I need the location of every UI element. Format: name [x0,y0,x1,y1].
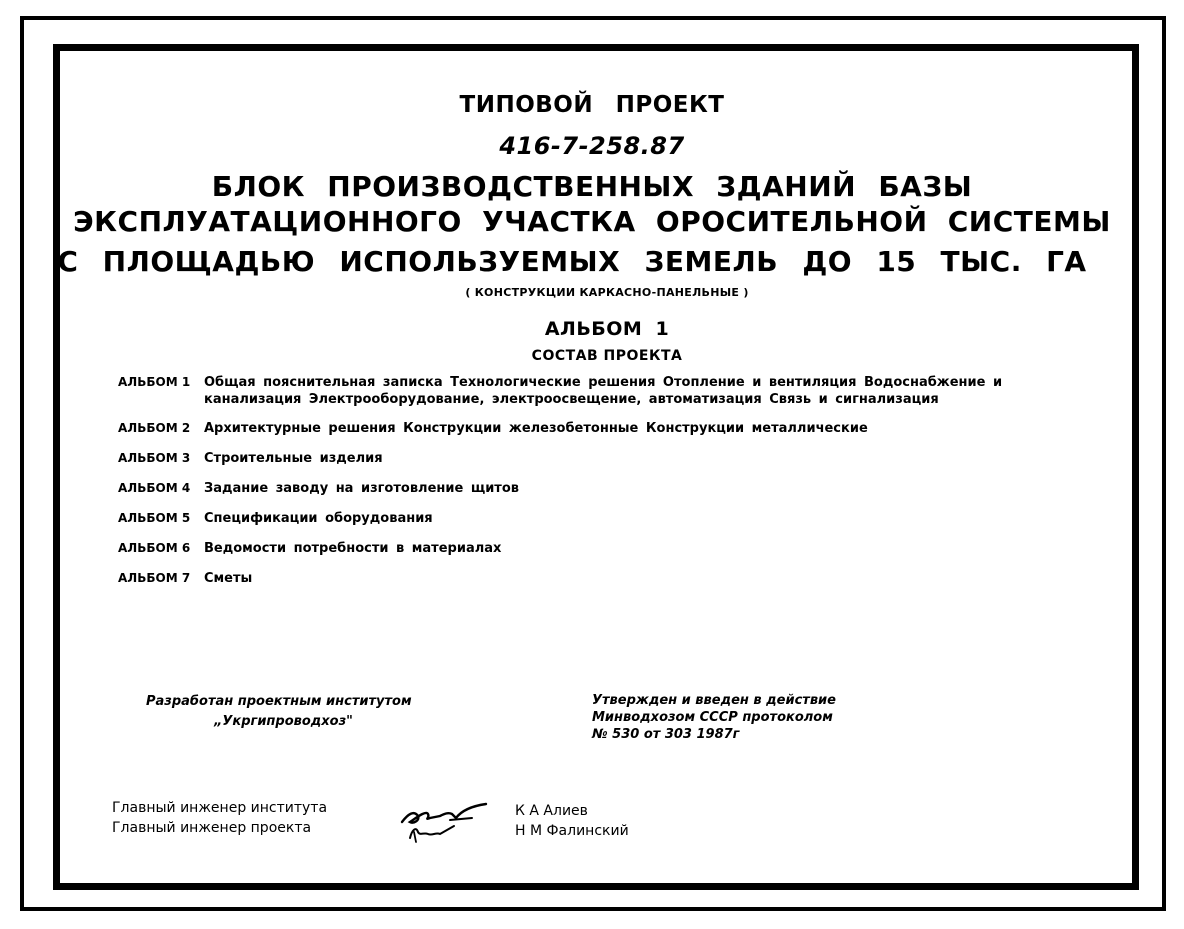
album-label: АЛЬБОМ 5 [118,511,191,525]
album-contents: Ведомости потребности в материалах [204,541,502,556]
developer-org: „Укргипроводхоз" [214,714,353,729]
album-list [118,374,1058,600]
document-type: ТИПОВОЙ ПРОЕКТ [459,92,725,118]
album-row [118,540,1058,557]
album-label: АЛЬБОМ 6 [118,541,191,555]
album-contents: Задание заводу на изготовление щитов [204,481,519,496]
album-contents: Сметы [204,571,253,586]
album-row [118,510,1058,527]
album-heading: АЛЬБОМ 1 [544,318,670,340]
album-row [118,420,1058,437]
approval-line-1: Утвержден и введен в действие [592,693,836,708]
handwritten-signature [396,796,491,846]
album-label: АЛЬБОМ 4 [118,481,191,495]
album-row [118,374,1058,408]
album-row [118,480,1058,497]
signature-roles [112,798,327,838]
title-line-2: ЭКСПЛУАТАЦИОННОГО УЧАСТКА ОРОСИТЕЛЬНОЙ СИСТЕМЫ [73,205,1111,238]
album-label: АЛЬБОМ 2 [118,421,191,435]
approval-line-2: Минводхозом СССР протоколом [592,710,833,725]
album-row [118,570,1058,587]
project-number: 416-7-258.87 [499,132,685,160]
album-contents: Общая пояснительная записка Технологические решения Отопление и вентиляция Водоснабжение и канализация Электрооборудование, электроосвещение, автоматизация Связь и сигнализация [204,375,1003,407]
album-contents: Строительные изделия [204,451,383,466]
developer-block [146,692,412,732]
album-row [118,450,1058,467]
name-aliev: К А Алиев [515,803,588,819]
role-chief-engineer-project: Главный инженер проекта [112,820,312,836]
album-label: АЛЬБОМ 3 [118,451,191,465]
title-line-3: С ПЛОЩАДЬЮ ИСПОЛЬЗУЕМЫХ ЗЕМЕЛЬ ДО 15 ТЫС. ГА [57,245,1087,278]
approval-line-3: № 530 от 303 1987г [592,727,740,742]
album-label: АЛЬБОМ 1 [118,375,191,389]
composition-heading: СОСТАВ ПРОЕКТА [531,348,683,364]
title-line-1: БЛОК ПРОИЗВОДСТВЕННЫХ ЗДАНИЙ БАЗЫ [211,170,973,203]
developer-line: Разработан проектным институтом [146,694,412,709]
name-falinsky: Н М Фалинский [515,823,629,839]
construction-subtitle: ( КОНСТРУКЦИИ КАРКАСНО-ПАНЕЛЬНЫЕ ) [465,286,749,299]
signature-names [515,801,629,841]
role-chief-engineer-institute: Главный инженер института [112,800,328,816]
album-contents: Архитектурные решения Конструкции железобетонные Конструкции металлические [204,421,868,436]
approval-block [592,692,836,743]
album-label: АЛЬБОМ 7 [118,571,191,585]
album-contents: Спецификации оборудования [204,511,433,526]
